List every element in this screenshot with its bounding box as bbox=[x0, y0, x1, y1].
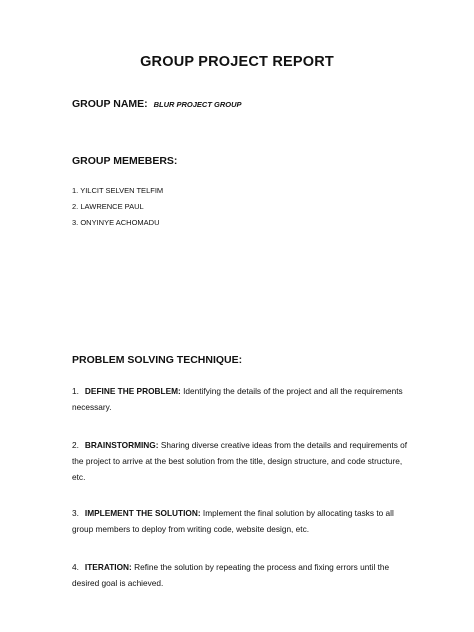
step-term: IMPLEMENT THE SOLUTION: bbox=[84, 508, 201, 518]
step-term: DEFINE THE PROBLEM: bbox=[84, 386, 181, 396]
step-text: Refine the solution by repeating the process and fixing errors until the desired goal is achieved. bbox=[72, 562, 390, 588]
step-number: 4. bbox=[72, 562, 79, 572]
group-name-separator: : bbox=[144, 98, 148, 110]
step-number: 2. bbox=[72, 440, 79, 450]
group-name-value: BLUR PROJECT GROUP bbox=[153, 100, 242, 109]
member-item: 3. ONYINYE ACHOMADU bbox=[72, 218, 160, 227]
group-name-line bbox=[72, 98, 242, 110]
members-list bbox=[72, 183, 163, 231]
step-number: 3. bbox=[72, 508, 79, 518]
step-text: Implement the final solution by allocating tasks to all group members to deploy from writing code, website design, etc. bbox=[72, 508, 394, 534]
step-number: 1. bbox=[72, 386, 79, 396]
technique-heading: PROBLEM SOLVING TECHNIQUE: bbox=[72, 354, 243, 366]
step-item bbox=[72, 559, 412, 591]
group-name-label: GROUP NAME bbox=[72, 98, 145, 110]
step-item bbox=[72, 437, 412, 485]
step-text: Identifying the details of the project and all the requirements necessary. bbox=[72, 386, 403, 412]
member-item: 2. LAWRENCE PAUL bbox=[72, 202, 144, 211]
members-heading: GROUP MEMEBERS: bbox=[72, 155, 178, 167]
step-item bbox=[72, 383, 412, 415]
step-text: Sharing diverse creative ideas from the details and requirements of the project to arrive at the best solution from the title, design structure, and code structure, etc. bbox=[72, 440, 408, 482]
step-term: ITERATION: bbox=[84, 562, 132, 572]
technique-steps bbox=[72, 383, 412, 613]
step-term: BRAINSTORMING: bbox=[84, 440, 159, 450]
member-item: 1. YILCIT SELVEN TELFIM bbox=[72, 186, 164, 195]
step-item bbox=[72, 505, 412, 537]
report-title: GROUP PROJECT REPORT bbox=[140, 54, 334, 70]
